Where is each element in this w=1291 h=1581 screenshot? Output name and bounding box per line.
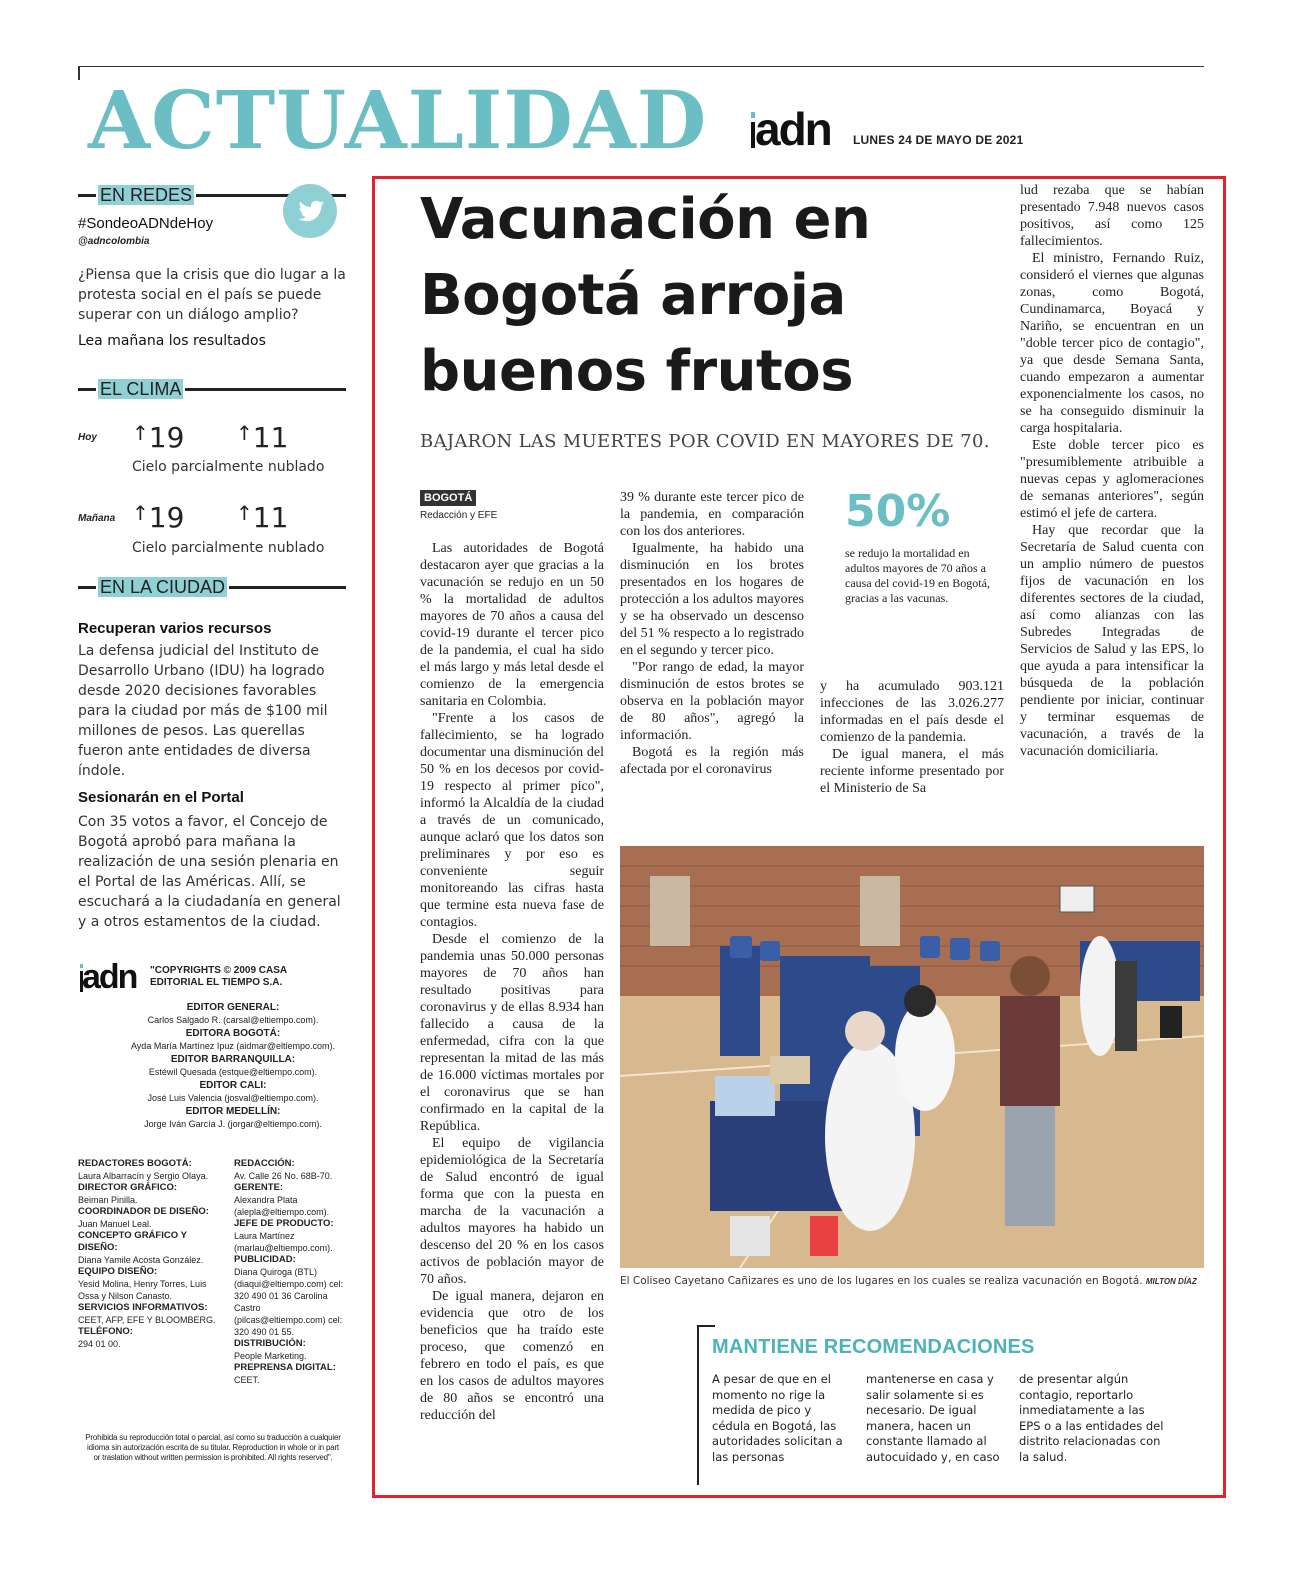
section-tag: BOGOTÁ (420, 490, 476, 506)
editors-list: EDITOR GENERAL: Carlos Salgado R. (carsal@eltiempo.com). EDITORA BOGOTÁ: Ayda María Martínez Ipuz (aidmar@eltiempo.com). EDITOR BARRANQUILLA: Estéwil Quesada (estque@eltiempo.com). EDITOR CALI: José Luis Valencia (josval@eltiempo.com). EDITOR MEDELLÍN: Jorge Iván García J. (jorgar@eltiempo.com). (130, 1002, 336, 1129)
city-news-text: La defensa judicial del Instituto de Desarrollo Urbano (IDU) ha logrado desde 2020 decisiones favorables para la ciudad por más de $100 mil millones de pesos. Las querellas fueron ante entidades de diversa índole. (78, 643, 328, 779)
top-rule (78, 66, 1204, 67)
en-redes-heading: EN REDES (78, 184, 346, 206)
weather-desc: Cielo parcialmente nublado (132, 540, 325, 556)
staff-left: REDACTORES BOGOTÁ: Laura Albarracín y Sergio Olaya. DIRECTOR GRÁFICO: Beiman Pinilla. COORDINADOR DE DISEÑO: Juan Manuel Leal. CONCEPTO GRÁFICO Y DISEÑO: Diana Yamile Acosta González. EQUIPO DISEÑO: Yesid Molina, Henry Torres, Luis Ossa y Nilson Canasto. SERVICIOS INFORMATIVOS: CEET, AFP, EFE Y BLOOMBERG. TELÉFONO: 294 01 00. (78, 1158, 216, 1349)
logo-text: adn (755, 103, 831, 155)
temp-min: ↑11 (236, 501, 289, 534)
recommendations-title: MANTIENE RECOMENDACIONES (712, 1336, 1035, 1358)
weather-day-label: Mañana (78, 513, 116, 524)
recommendations-col-3: de presentar algún contagio, reportarlo inmediatamente a las EPS o a las entidades del distrito relacionadas con la salud. (1019, 1372, 1164, 1464)
arrow-up-icon: ↑ (236, 421, 253, 445)
weather-desc: Cielo parcialmente nublado (132, 459, 325, 475)
recommendations-col-1: A pesar de que en el momento no rige la medida de pico y cédula en Bogotá, las autoridades solicitan a las personas (712, 1372, 843, 1464)
city-news-text: Con 35 votos a favor, el Concejo de Bogotá aprobó para mañana la realización de una sesión plenaria en el Portal de las Américas. Allí, se escuchará a la ciudadanía en general y a otros estamentos de la ciudad. (78, 814, 341, 930)
weather-day-label: Hoy (78, 432, 97, 443)
stat-value: 50% (845, 486, 951, 537)
city-news-title: Sesionarán en el Portal (78, 789, 244, 806)
temp-min: ↑11 (236, 421, 289, 454)
temp-max: ↑19 (132, 421, 185, 454)
en-la-ciudad-heading: EN LA CIUDAD (78, 576, 346, 598)
vaccination-photo (620, 846, 1204, 1268)
article-column-3: y ha acumulado 903.121 infecciones de las 3.026.277 informadas en el país desde el comienzo de la pandemia. De igual manera, el más reciente informe presentado por el Ministerio de Sa (820, 679, 1004, 796)
byline: Redacción y EFE (420, 510, 498, 521)
article-column-1: Las autoridades de Bogotá destacaron ayer que gracias a la vacunación se redujo en un 50 % la mortalidad de adultos mayores de 70 años a causa del covid-19 durante el tercer pico de la pandemia, el cual ha sido el más largo y más letal desde el comienzo de la emergencia sanitaria en Colombia. "Frente a los casos de fallecimiento, se ha logrado documentar una disminución del 50 % en los decesos por covid-19 respecto al primer pico", informó la Alcaldía de la ciudad a través de un comunicado, aunque aclaró que los datos son preliminares y por eso es conveniente seguir monitoreando las cifras hasta que termine esta nueva fase de contagios. Desde el comienzo de la pandemia unas 50.000 personas mayores de 70 años han resultado positivas para coronavirus y de ellas 8.934 han fallecido a causa de la enfermedad, cifra con la que representan la mitad de las más de 16.000 víctimas mortales por el coronavirus que se han confirmado en la capital de la República. El equipo de vigilancia epidemiológica de la Secretaría de Salud encontró de igual forma que con la puesta en marcha de la vacunación a adultos mayores ha habido un descenso del 20 % en los casos activos de población mayor de 70 años. De igual manera, dejaron en evidencia que otro de los beneficios que ha traído este proceso, que comenzó en febrero en todo el país, es que en los casos de adultos mayores de 80 años se encontró una reducción del (420, 541, 604, 1423)
rights-notice: Prohibida su reproducción total o parcial, así como su traducción a cualquier idioma sin autorización escrita de su titular. Reproduction in whole or in part or traslation without written permission is prohibited. All rights reserved". (85, 1433, 341, 1462)
temp-max: ↑19 (132, 501, 185, 534)
recommendations-col-2: mantenerse en casa y salir solamente si es necesario. De igual manera, hacen un constante llamado al autocuidado y, en caso (866, 1372, 1000, 1464)
arrow-up-icon: ↑ (132, 421, 149, 445)
poll-question: ¿Piensa que la crisis que dio lugar a la protesta social en el país se puede superar con un diálogo amplio? (78, 267, 346, 323)
hashtag[interactable]: #SondeoADNdeHoy (78, 215, 214, 232)
el-clima-heading: EL CLIMA (78, 378, 346, 400)
issue-date: LUNES 24 DE MAYO DE 2021 (853, 133, 1024, 147)
deck: BAJARON LAS MUERTES POR COVID EN MAYORES DE 70. (420, 431, 990, 452)
stat-description: se redujo la mortalidad en adultos mayores de 70 años a causa del covid-19 en Bogotá, gracias a las vacunas. (845, 546, 990, 605)
top-rule-tick (78, 66, 80, 80)
section-title: ACTUALIDAD (88, 73, 708, 167)
arrow-up-icon: ↑ (236, 501, 253, 525)
city-news-title: Recuperan varios recursos (78, 620, 272, 637)
staff-right: REDACCIÓN: Av. Calle 26 No. 68B-70. GERENTE: Alexandra Plata (alepla@eltiempo.com). JEFE DE PRODUCTO: Laura Martínez (marlau@eltiempo.com). PUBLICIDAD: Diana Quiroga (BTL) (diaqui@eltiempo.com) cel: 320 490 01 36 Carolina Castro (pilcas@eltiempo.com) cel: 320 490 01 55. DISTRIBUCIÓN: People Marketing. PREPRENSA DIGITAL: CEET. (234, 1158, 344, 1385)
photo-credit: MILTON DÍAZ (1145, 1277, 1197, 1286)
twitter-icon (280, 183, 340, 248)
photo-caption: El Coliseo Cayetano Cañizares es uno de los lugares en los cuales se realiza vacunación en Bogotá. MILTON DÍAZ (620, 1275, 1197, 1287)
twitter-handle[interactable]: @adncolombia (78, 236, 150, 247)
headline: Vacunación en Bogotá arroja buenos frutos (420, 187, 871, 404)
article-column-2: 39 % durante este tercer pico de la pandemia, en comparación con los dos anteriores. Igualmente, ha habido una disminución en los brotes presentados en los hogares de protección a los adultos mayores y se ha observado un descenso del 51 % respecto a lo registrado en el segundo y tercer pico. "Por rango de edad, la mayor disminución de estos brotes se observa en la población mayor de 80 años", agregó la información. Bogotá es la región más afectada por el coronavirus (620, 490, 804, 777)
copyright: "COPYRIGHTS © 2009 CASA EDITORIAL EL TIEMPO S.A. (150, 965, 287, 988)
arrow-up-icon: ↑ (132, 501, 149, 525)
article-column-4: lud rezaba que se habían presentado 7.948 nuevos casos positivos, así como 125 fallecimientos. El ministro, Fernando Ruiz, consideró el viernes que algunas zonas, como Bogotá, Cundinamarca, Boyacá y Nariño, se encuentran en un "doble tercer pico de contagio", ya que desde Semana Santa, cuando empezaron a aumentar exponencialmente los casos, no se ha conseguido disminuir la carga hospitalaria. Este doble tercer pico es "presumiblemente atribuible a nuevas cepas y aglomeraciones de semanas anteriores", según estimó el jefe de cartera. Hay que recordar que la Secretaría de Salud cuenta con un amplio número de puestos fijos de vacunación en los diferentes sectores de la ciudad, así como alianzas con las Subredes Integradas de Servicios de Salud y las EPS, lo que ayuda a para intensificar la búsqueda de la población pendiente por iniciar, continuar y terminar esquemas de vacunación, a través de la vacunación domiciliaria. (1020, 183, 1204, 759)
poll-cta: Lea mañana los resultados (78, 333, 266, 349)
